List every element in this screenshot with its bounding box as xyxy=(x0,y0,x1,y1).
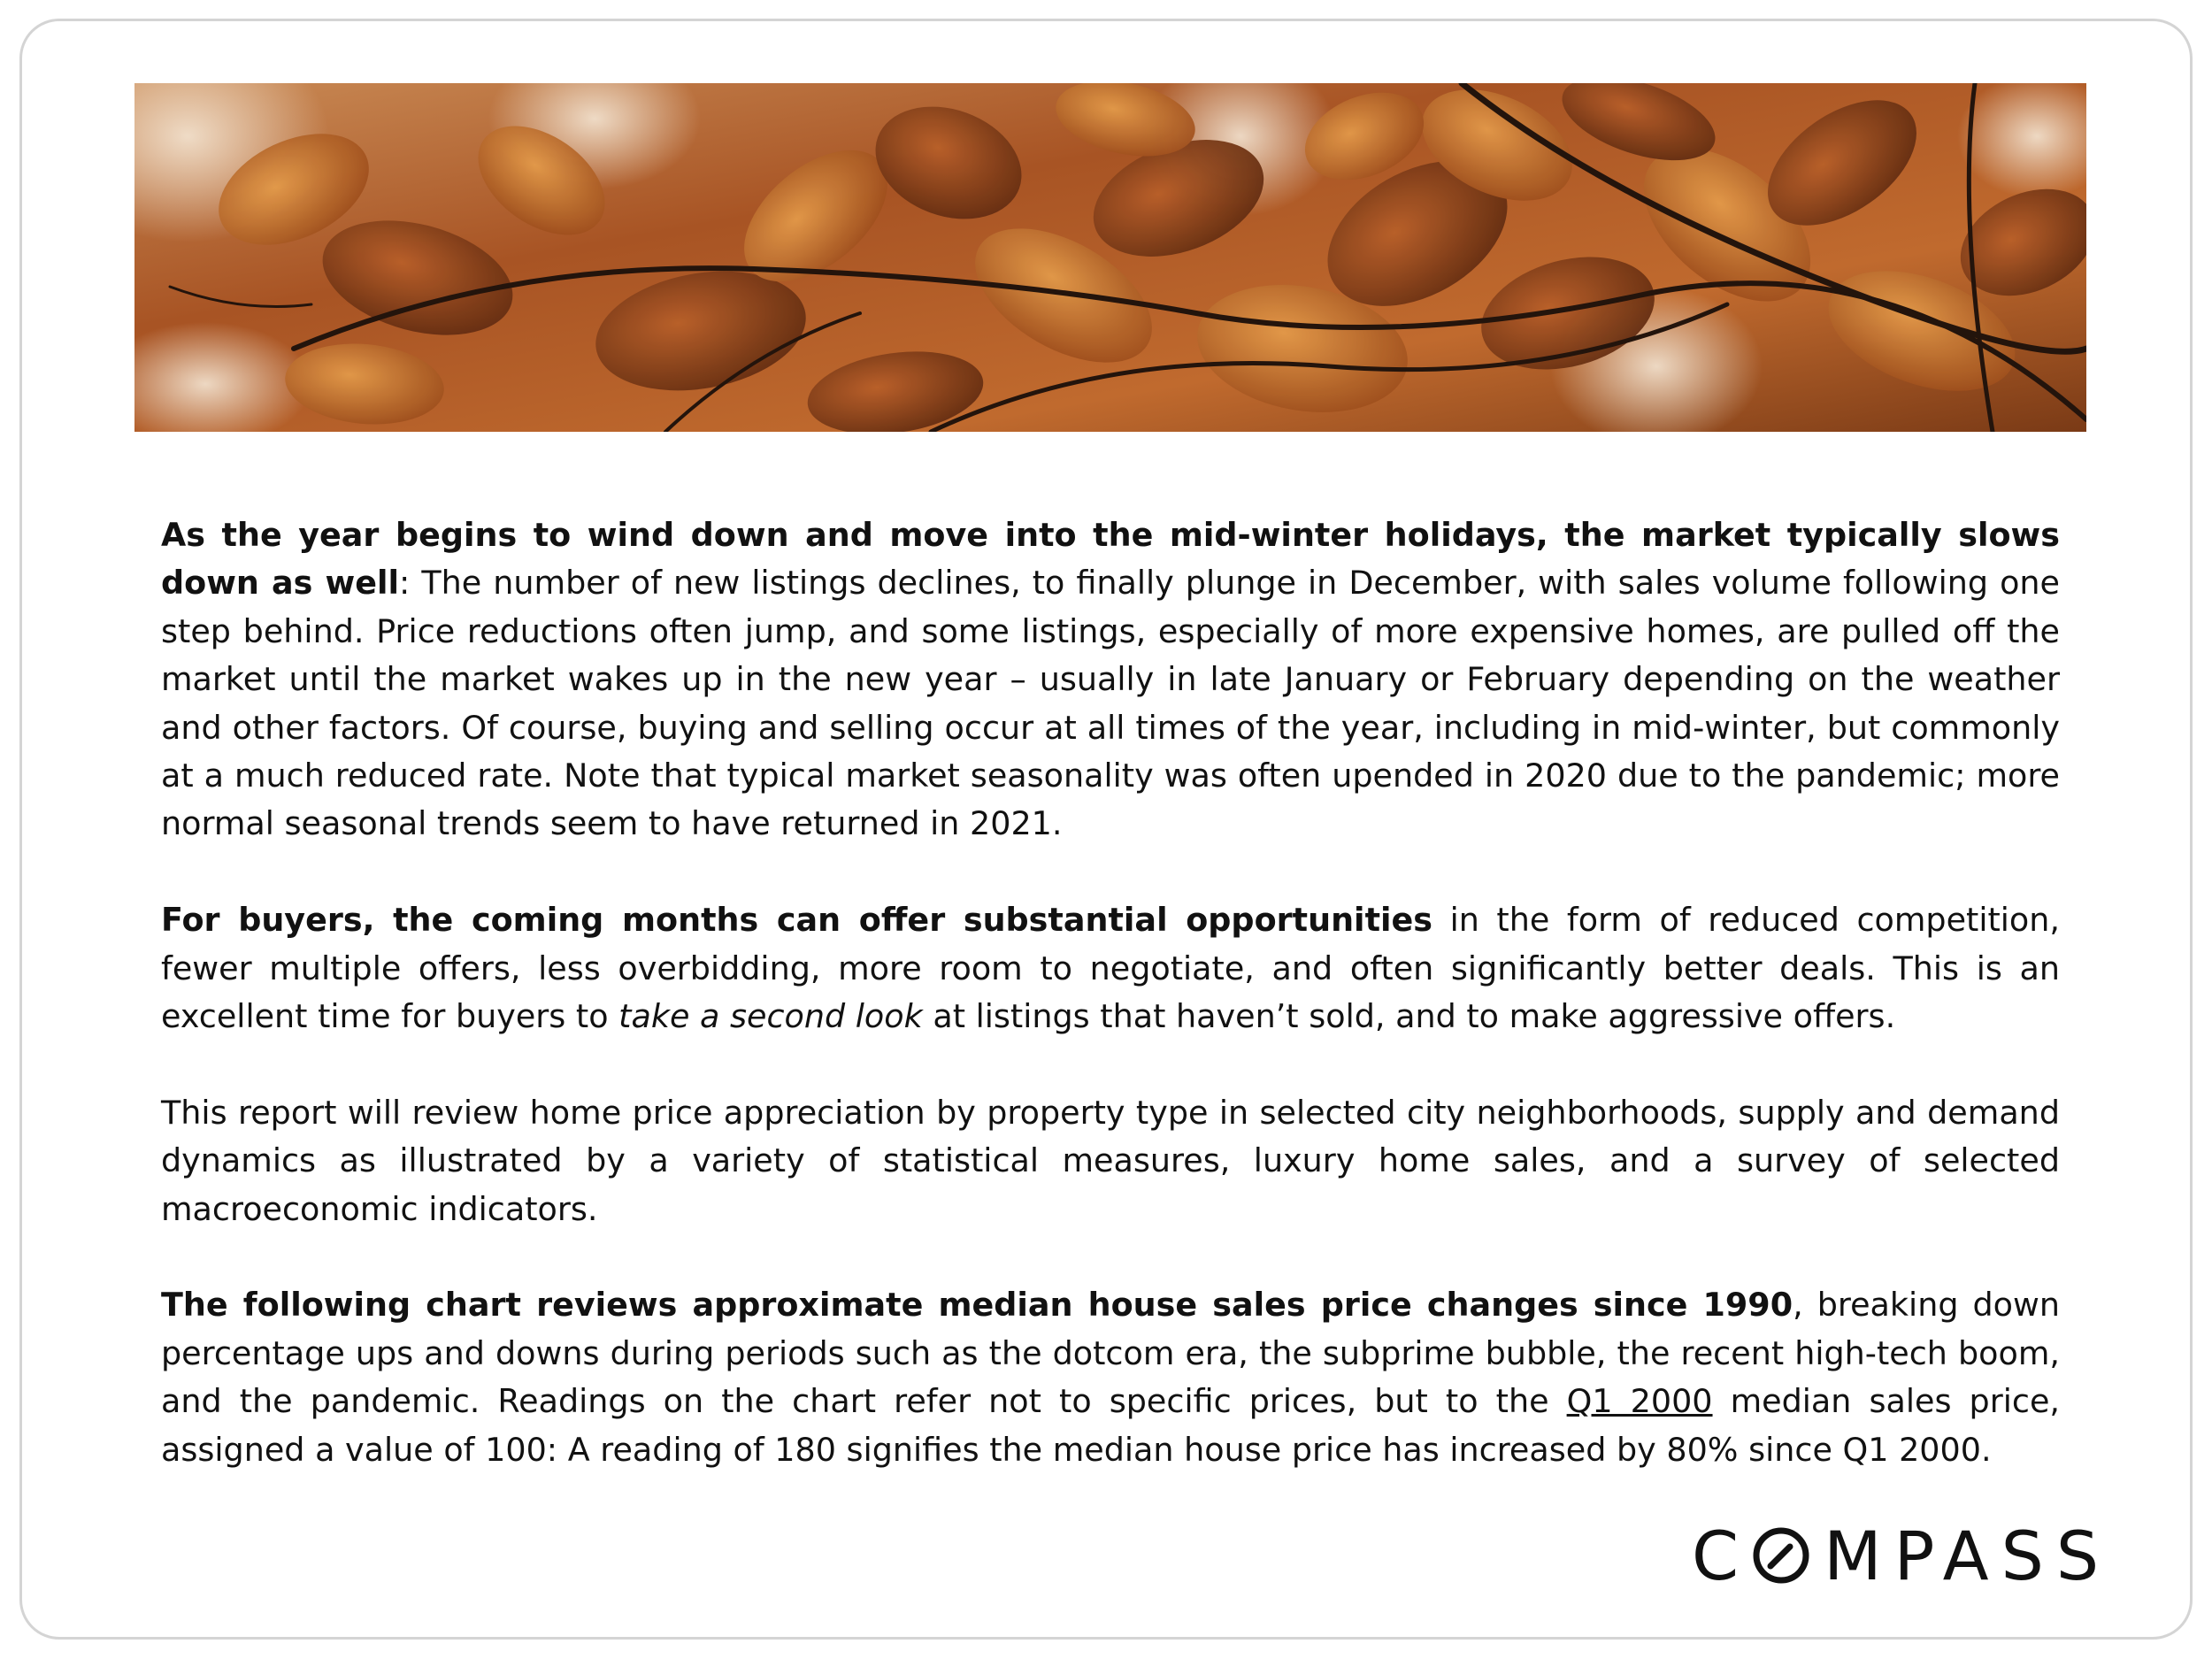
emphasis-text: take a second look xyxy=(618,997,923,1036)
paragraph-text: This report will review home price appreciation by property type in selected city neighborhoods, supply and demand dynamics as illustrated by a variety of statistical measures, luxury home sales, and a survey of selected macroeconomic indicators. xyxy=(161,1093,2060,1228)
paragraph-lead: As the year begins to wind down and move into the mid-winter holidays, the market typically slows down as well xyxy=(161,516,2060,603)
paragraph-text: at listings that haven’t sold, and to make aggressive offers. xyxy=(922,997,1896,1036)
paragraph-market-slowdown xyxy=(161,511,2060,849)
compass-logo xyxy=(1692,1516,2112,1595)
banner-image xyxy=(134,83,2086,432)
paragraph-text: : The number of new listings declines, to finally plunge in December, with sales volume following one step behind. Price reductions often jump, and some listings, especially of more expensive homes, are pulled off the market until the market wakes up in the new year – usually in late January or February depending on the weather and other factors. Of course, buying and selling occur at all times of the year, including in mid-winter, but commonly at a much reduced rate. Note that typical market seasonality was often upended in 2020 due to the pandemic; more normal seasonal trends seem to have returned in 2021. xyxy=(161,564,2060,843)
logo-text-c: C xyxy=(1692,1516,1752,1595)
paragraph-chart-intro xyxy=(161,1281,2060,1474)
paragraph-report-overview xyxy=(161,1089,2060,1233)
autumn-leaves-image xyxy=(134,83,2086,432)
paragraph-lead: The following chart reviews approximate median house sales price changes since 1990 xyxy=(161,1286,1793,1325)
paragraph-text: , breaking down percentage ups and downs during periods such as the dotcom era, the subprime bubble, the recent high-tech boom, and the pandemic. Readings on the chart refer not to specific prices, but to the xyxy=(161,1286,2060,1421)
article-body xyxy=(161,511,2060,1522)
paragraph-text: in the form of reduced competition, fewer multiple offers, less overbidding, more room to negotiate, and often significantly better deals. This is an excellent time for buyers to xyxy=(161,901,2060,1036)
logo-text-mpass: MPASS xyxy=(1824,1516,2112,1595)
paragraph-lead: For buyers, the coming months can offer substantial opportunities xyxy=(161,901,1433,940)
logo-o-slash-icon xyxy=(1751,1525,1824,1586)
paragraph-buyer-opportunities xyxy=(161,896,2060,1041)
underlined-text: Q1 2000 xyxy=(1566,1382,1713,1421)
paragraph-text: median sales price, assigned a value of 100: A reading of 180 signifies the median house price has increased by 80% since Q1 2000. xyxy=(161,1382,2060,1469)
